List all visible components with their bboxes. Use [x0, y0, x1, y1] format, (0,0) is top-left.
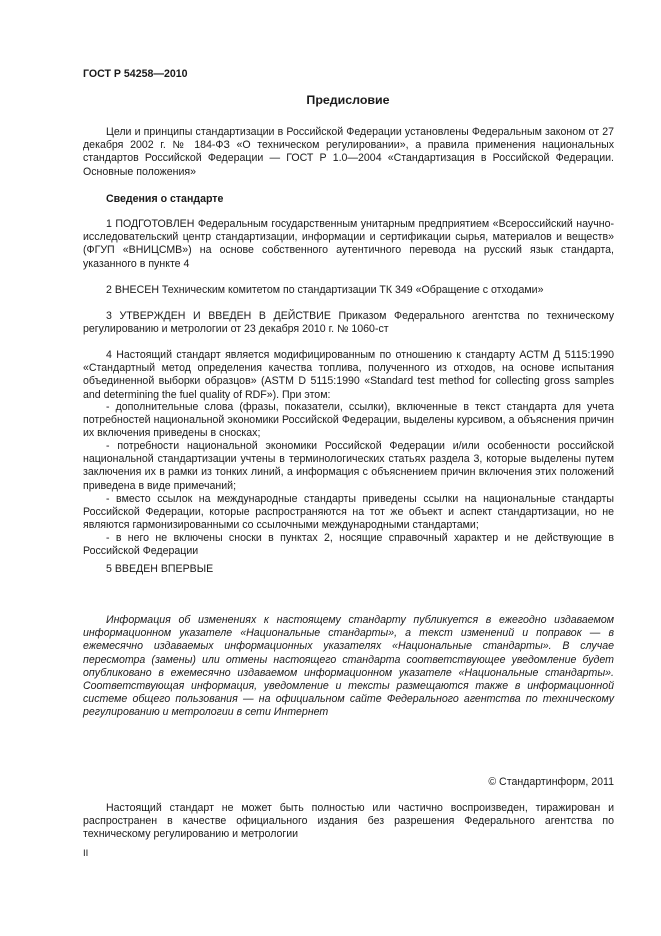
- notice-paragraph: Информация об изменениях к настоящему стандарту публикуется в ежегодно издаваемом информационном указателе «Национальные стандарты», а текст изменений и поправок — в ежемесячно издаваемых информационных указателях «Национальные стандарты». В случае пересмотра (замены) или отмены настоящего стандарта соответствующее уведомление будет опубликовано в ежемесячно издаваемом информационном указателе «Национальные стандарты». Соответствующая информация, уведомление и тексты размещаются также в информационной системе общего пользования — на официальном сайте Федерального агентства по техническому регулированию и метрологии в сети Интернет: [83, 614, 614, 719]
- page-number: II: [83, 848, 89, 859]
- item-4-bullet-2: - потребности национальной экономики Российской Федерации и/или особенности российской национальной стандартизации учтены в терминологических статьях раздела 3, которые выделены путем заключения их в рамки из тонких линий, а информация с объяснением причин включения этих положений приведена в виде примечаний;: [83, 440, 614, 492]
- item-4-bullet-4: - в него не включены сноски в пунктах 2, носящие справочный характер и не действующие в Российской Федерации: [83, 532, 614, 558]
- document-code: ГОСТ Р 54258—2010: [83, 68, 188, 80]
- item-5-paragraph: 5 ВВЕДЕН ВПЕРВЫЕ: [106, 563, 214, 575]
- copyright-line: © Стандартинформ, 2011: [488, 776, 614, 788]
- rights-paragraph: Настоящий стандарт не может быть полностью или частично воспроизведен, тиражирован и распространен в качестве официального издания без разрешения Федерального агентства по техническому регулированию и метрологии: [83, 802, 614, 841]
- page-title: Предисловие: [306, 93, 390, 107]
- item-2-paragraph: 2 ВНЕСЕН Техническим комитетом по стандартизации ТК 349 «Обращение с отходами»: [106, 284, 544, 296]
- item-4-paragraph: 4 Настоящий стандарт является модифицированным по отношению к стандарту АСТМ Д 5115:1990 «Стандартный метод определения качества топлива, полученного из отходов, на основе испытания объединенной выборки образцов» (ASTM D 5115:1990 «Standard test method for collecting gross samples and determining the fuel quality of RDF»). При этом:: [83, 349, 614, 401]
- intro-paragraph: Цели и принципы стандартизации в Российской Федерации установлены Федеральным законом от 27 декабря 2002 г. № 184-ФЗ «О техническом регулировании», а правила применения национальных стандартов Российской Федерации — ГОСТ Р 1.0—2004 «Стандартизация в Российской Федерации. Основные положения»: [83, 126, 614, 178]
- item-1-paragraph: 1 ПОДГОТОВЛЕН Федеральным государственным унитарным предприятием «Всероссийский научно-исследовательский центр стандартизации, информации и сертификации сырья, материалов и веществ» (ФГУП «ВНИЦСМВ») на основе собственного аутентичного перевода на русский язык стандарта, указанного в пункте 4: [83, 218, 614, 270]
- item-4-bullet-1: - дополнительные слова (фразы, показатели, ссылки), включенные в текст стандарта для учета потребностей национальной экономики Российской Федерации, выделены курсивом, а объяснения причин их включения приведены в сносках;: [83, 401, 614, 440]
- section-heading: Сведения о стандарте: [106, 193, 224, 205]
- item-3-paragraph: 3 УТВЕРЖДЕН И ВВЕДЕН В ДЕЙСТВИЕ Приказом Федерального агентства по техническому регулированию и метрологии от 23 декабря 2010 г. № 1060-ст: [83, 310, 614, 336]
- item-4-bullet-3: - вместо ссылок на международные стандарты приведены ссылки на национальные стандарты Российской Федерации, которые распространяются на тот же объект и аспект стандартизации, но не являются гармонизированными со ссылочными международными стандартами;: [83, 493, 614, 532]
